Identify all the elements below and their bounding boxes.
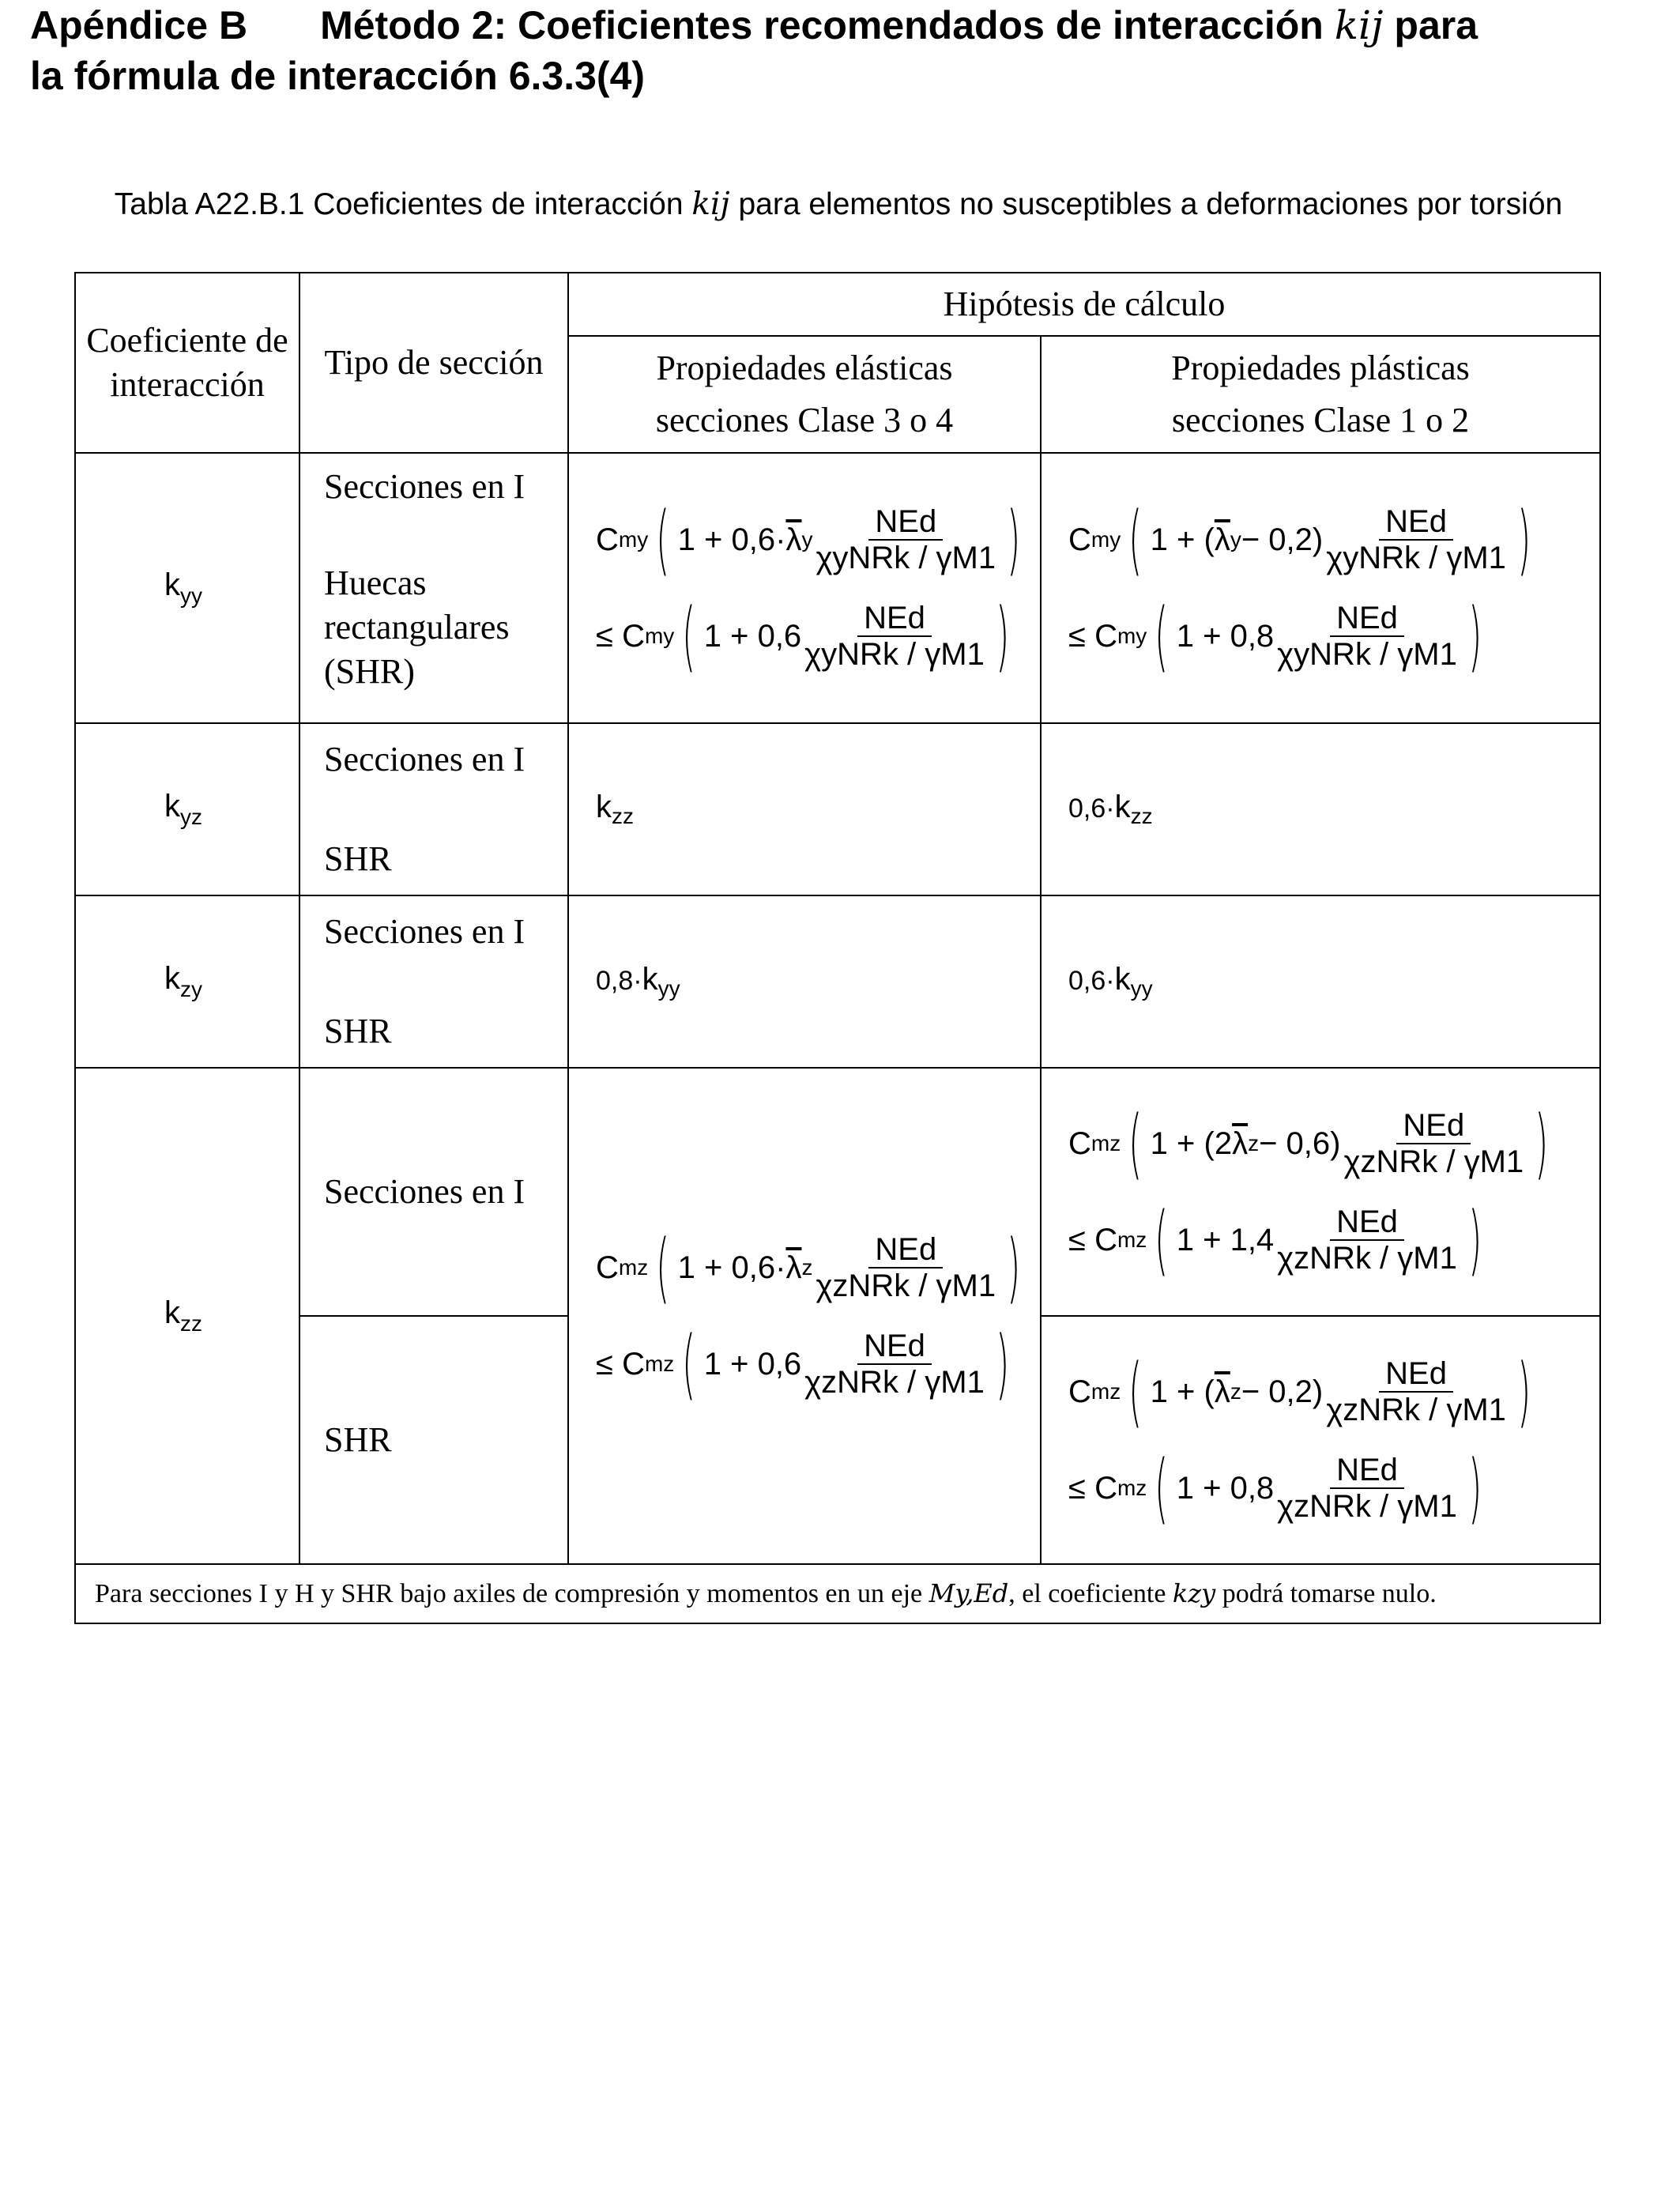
formula-body-tail: − 0,2): [1241, 1374, 1324, 1409]
coefficient-c: ≤ C: [1068, 619, 1117, 654]
kzy-plastic-value: [1041, 895, 1600, 1068]
coefficient-c: C: [596, 1250, 619, 1285]
note-math-my-ed: My,Ed: [929, 1578, 1009, 1608]
coef-kzy: [75, 895, 299, 1068]
coefficient-c: ≤ C: [596, 1347, 645, 1382]
lambda-bar: $\overline{\lambda}$: [1232, 1126, 1249, 1161]
kzy-elastic-value: [568, 895, 1041, 1068]
row-kyz: [75, 723, 1600, 895]
formula-body: 1 + 0,6: [703, 1347, 802, 1382]
heading-line-2: la fórmula de interacción 6.3.3(4): [30, 54, 646, 98]
lambda-sub: y: [801, 527, 813, 552]
coef-symbol: k: [164, 567, 180, 602]
paren-open: (: [682, 1320, 696, 1408]
heading-title: Método 2: Coeficientes recomendados de interacción: [320, 3, 1324, 47]
fraction-denominator: χzNRk / γM1: [816, 1269, 996, 1303]
coef-kyy: [75, 453, 299, 723]
paren-open: (: [682, 592, 696, 680]
fraction: [816, 1232, 996, 1303]
tipo-shr: Huecas rectangulares (SHR): [324, 564, 510, 691]
caption-math-kij: kij: [691, 187, 730, 222]
row-kyy: [75, 453, 1600, 723]
lambda-sub: z: [1248, 1131, 1260, 1155]
coefficient-sub: mz: [1090, 1131, 1121, 1155]
coefficient-c: C: [1068, 1126, 1091, 1161]
fraction-numerator: NEd: [868, 504, 943, 541]
fraction: [1326, 1356, 1506, 1427]
note-text-mid: , el coeficiente: [1008, 1579, 1166, 1608]
coefficient-c: ≤ C: [1068, 1471, 1117, 1506]
interaction-coefficients-table: [74, 272, 1601, 1624]
kzz-plastic-i-line-1: [1068, 1099, 1599, 1188]
row-kzz-i: [75, 1068, 1600, 1316]
paren-close: ): [996, 1320, 1010, 1408]
note-text: Para secciones I y H y SHR bajo axiles de compresión y momentos en un eje: [95, 1579, 923, 1608]
kzz-plastic-shr-formula: [1041, 1316, 1600, 1564]
tipo-secciones-i: Secciones en I: [324, 467, 525, 506]
heading-math-kij: kij: [1334, 2, 1384, 48]
lambda-bar: $\overline{\lambda}$: [785, 1250, 802, 1285]
fraction: [1343, 1108, 1524, 1179]
row-kzy: [75, 895, 1600, 1068]
fraction: [1277, 1453, 1457, 1524]
lambda-sub: z: [1230, 1379, 1241, 1404]
coef-subscript: yz: [180, 805, 202, 829]
paren-open: (: [1155, 1444, 1169, 1532]
formula-body: 1 + 1,4: [1176, 1223, 1275, 1257]
lambda-bar: $\overline{\lambda}$: [785, 522, 802, 557]
tipo-kzy: [299, 895, 568, 1068]
fraction-numerator: NEd: [1330, 1453, 1404, 1489]
caption-text-tail: para elementos no susceptibles a deformaciones por torsión: [738, 187, 1563, 221]
paren-open: (: [1128, 496, 1143, 584]
paren-open: (: [1128, 1099, 1143, 1188]
coefficient-c: C: [596, 522, 619, 557]
kyy-plastic-line-2: [1068, 592, 1599, 680]
formula-body: $1 + 0,6\cdot\overline{\lambda}$: [677, 522, 802, 557]
coefficient-sub: mz: [1117, 1476, 1147, 1500]
paren-open: (: [656, 496, 670, 584]
fraction-denominator: χyNRk / γM1: [1277, 637, 1457, 672]
paren-close: ): [996, 592, 1010, 680]
coefficient-c: C: [1068, 522, 1091, 557]
caption-text: Tabla A22.B.1 Coeficientes de interacción: [114, 187, 684, 221]
table-caption: [76, 185, 1601, 224]
lambda-sub: y: [1230, 527, 1241, 552]
tipo-shr: SHR: [324, 839, 392, 878]
formula-body: $1 + (\overline{\lambda}$: [1150, 522, 1230, 557]
fraction-numerator: NEd: [1330, 601, 1404, 637]
value-sub: yy: [657, 976, 680, 1001]
value-factor: 0,8·: [596, 966, 642, 996]
fraction: [1277, 601, 1457, 672]
tipo-kzz-i: Secciones en I: [299, 1068, 568, 1316]
paren-open: (: [1155, 592, 1169, 680]
value-k: k: [596, 790, 612, 824]
kzz-plastic-shr-line-1: [1068, 1348, 1599, 1436]
coefficient-sub: mz: [1117, 1227, 1147, 1252]
coef-subscript: yy: [180, 583, 202, 608]
header-coeficiente: Coeficiente de interacción: [75, 273, 299, 453]
formula-body: $1 + (\overline{\lambda}$: [1150, 1374, 1230, 1409]
coef-symbol: k: [164, 789, 180, 824]
fraction-denominator: χyNRk / γM1: [816, 541, 996, 575]
appendix-label: Apéndice B: [30, 3, 248, 47]
fraction: [804, 601, 985, 672]
fraction-numerator: NEd: [1379, 504, 1453, 541]
fraction-numerator: NEd: [857, 601, 932, 637]
fraction-denominator: χzNRk / γM1: [1326, 1393, 1506, 1427]
lambda-bar: $\overline{\lambda}$: [1214, 522, 1230, 557]
coefficient-sub: my: [1090, 527, 1121, 552]
header-plasticas-l1: Propiedades plásticas: [1171, 349, 1470, 387]
kyz-plastic-value: [1041, 723, 1600, 895]
lambda-bar: $\overline{\lambda}$: [1214, 1374, 1230, 1409]
formula-body: $1 + (2\overline{\lambda}$: [1150, 1126, 1249, 1161]
fraction: [816, 504, 996, 575]
fraction-numerator: NEd: [1330, 1204, 1404, 1241]
lambda-sub: z: [801, 1255, 813, 1280]
table-note: [75, 1564, 1600, 1623]
formula-body: 1 + 0,8: [1176, 1471, 1275, 1506]
paren-close: ): [1535, 1099, 1549, 1188]
tipo-secciones-i: Secciones en I: [324, 740, 525, 778]
kyz-elastic-value: [568, 723, 1041, 895]
fraction-numerator: NEd: [1396, 1108, 1471, 1144]
fraction-numerator: NEd: [868, 1232, 943, 1269]
value-sub: zz: [612, 804, 634, 828]
fraction-numerator: NEd: [1379, 1356, 1453, 1393]
fraction: [804, 1329, 985, 1400]
coefficient-sub: my: [644, 624, 675, 648]
fraction-denominator: χzNRk / γM1: [1343, 1144, 1524, 1179]
tipo-kyz: [299, 723, 568, 895]
coefficient-c: ≤ C: [1068, 1223, 1117, 1257]
fraction: [1277, 1204, 1457, 1276]
value-k: k: [1114, 962, 1131, 997]
formula-body-tail: − 0,2): [1241, 522, 1324, 557]
tipo-kyy: [299, 453, 568, 723]
header-elasticas-l2: secciones Clase 3 o 4: [655, 401, 954, 439]
paren-close: ): [1517, 496, 1531, 584]
kzz-plastic-i-formula: [1041, 1068, 1600, 1316]
value-sub: zz: [1130, 804, 1153, 828]
fraction: [1326, 504, 1506, 575]
kyy-plastic-formula: [1041, 453, 1600, 723]
paren-open: (: [1155, 1196, 1169, 1284]
coefficient-sub: mz: [644, 1351, 675, 1376]
kyy-elastic-line-2: [596, 592, 1040, 680]
kzz-plastic-i-line-2: [1068, 1196, 1599, 1284]
value-k: k: [642, 962, 658, 997]
value-sub: yy: [1130, 976, 1153, 1001]
heading-title-tail: para: [1394, 3, 1478, 47]
note-text-tail: podrá tomarse nulo.: [1222, 1579, 1437, 1608]
tipo-shr: SHR: [324, 1012, 392, 1050]
paren-close: ): [1468, 592, 1482, 680]
header-row-1: [75, 273, 1600, 336]
coef-kzz: [75, 1068, 299, 1564]
coef-kyz: [75, 723, 299, 895]
tipo-kzz-shr: SHR: [299, 1316, 568, 1564]
header-tipo-seccion: Tipo de sección: [299, 273, 568, 453]
kzz-elastic-formula: [568, 1068, 1041, 1564]
value-k: k: [1114, 790, 1131, 824]
header-plasticas: [1041, 336, 1600, 453]
header-plasticas-l2: secciones Clase 1 o 2: [1171, 401, 1470, 439]
formula-body-tail: − 0,6): [1259, 1126, 1341, 1161]
paren-close: ): [1468, 1444, 1482, 1532]
coefficient-sub: my: [1117, 624, 1147, 648]
coef-symbol: k: [164, 1295, 180, 1330]
fraction-denominator: χyNRk / γM1: [804, 637, 985, 672]
paren-close: ): [1517, 1348, 1531, 1436]
formula-body: $1 + 0,6\cdot\overline{\lambda}$: [677, 1250, 802, 1285]
coefficient-sub: mz: [1090, 1379, 1121, 1404]
coef-symbol: k: [164, 961, 180, 996]
coefficient-c: ≤ C: [596, 619, 645, 654]
header-elasticas-l1: Propiedades elásticas: [656, 349, 953, 387]
coef-subscript: zy: [180, 977, 202, 1001]
kzz-elastic-line-2: [596, 1320, 1040, 1408]
paren-close: ): [1007, 496, 1021, 584]
heading-line-1: [30, 0, 1658, 51]
kzz-plastic-shr-line-2: [1068, 1444, 1599, 1532]
header-elasticas: [568, 336, 1041, 453]
fraction-denominator: χzNRk / γM1: [1277, 1489, 1457, 1524]
kyy-elastic-formula: [568, 453, 1041, 723]
fraction-numerator: NEd: [857, 1329, 932, 1365]
header-hipotesis: Hipótesis de cálculo: [568, 273, 1600, 336]
paren-open: (: [1128, 1348, 1143, 1436]
paren-close: ): [1468, 1196, 1482, 1284]
value-factor: 0,6·: [1068, 794, 1115, 824]
coefficient-sub: mz: [618, 1255, 649, 1280]
formula-body: 1 + 0,6: [703, 619, 802, 654]
coefficient-c: C: [1068, 1374, 1091, 1409]
paren-close: ): [1007, 1223, 1021, 1312]
page-heading: [30, 0, 1658, 101]
formula-body: 1 + 0,8: [1176, 619, 1275, 654]
tipo-secciones-i: Secciones en I: [324, 912, 525, 951]
paren-open: (: [656, 1223, 670, 1312]
note-math-kzy: kzy: [1172, 1578, 1216, 1608]
note-row: [75, 1564, 1600, 1623]
coefficient-sub: my: [618, 527, 649, 552]
value-factor: 0,6·: [1068, 966, 1115, 996]
coef-subscript: zz: [180, 1311, 202, 1336]
kyy-plastic-line-1: [1068, 496, 1599, 584]
kzz-elastic-line-1: [596, 1223, 1040, 1312]
kyy-elastic-line-1: [596, 496, 1040, 584]
fraction-denominator: χyNRk / γM1: [1326, 541, 1506, 575]
fraction-denominator: χzNRk / γM1: [804, 1365, 985, 1400]
fraction-denominator: χzNRk / γM1: [1277, 1241, 1457, 1276]
